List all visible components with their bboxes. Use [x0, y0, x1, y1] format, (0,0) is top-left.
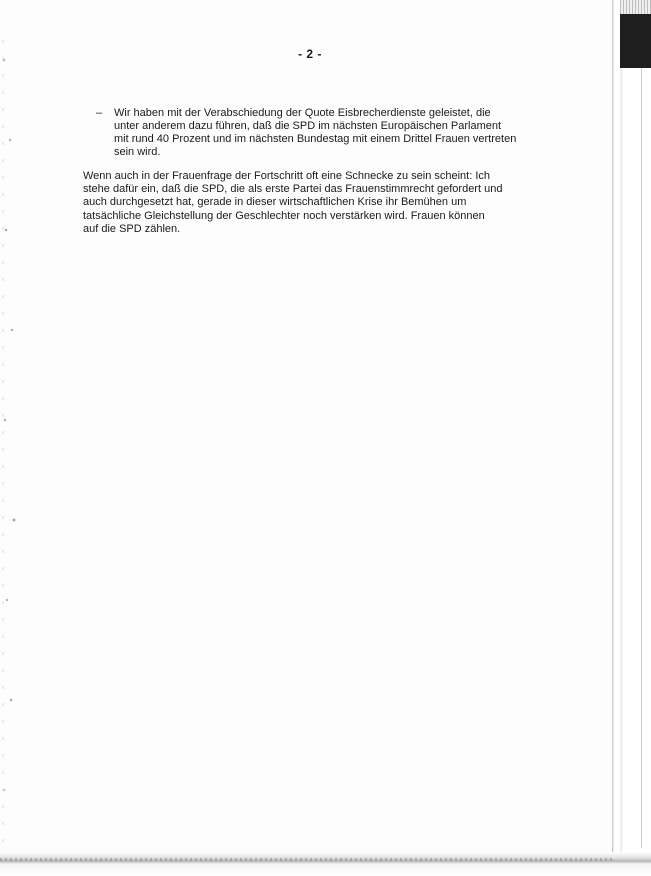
paragraph-line: auch durchgesetzt hat, gerade in dieser wirtschaftlichen Krise ihr Bemühen um [83, 196, 467, 209]
scan-edge-line-inner [641, 68, 642, 848]
bullet-marker: – [96, 107, 103, 119]
paragraph-line: Wenn auch in der Frauenfrage der Fortschritt oft eine Schnecke zu sein scheint: Ich [83, 170, 491, 182]
bullet-line: sein wird. [114, 146, 161, 158]
scan-edge-right [612, 0, 651, 876]
paragraph-line: stehe dafür ein, daß die SPD, die als erste Partei das Frauenstimmrecht gefordert und [83, 183, 503, 196]
scan-edge-bottom [0, 852, 651, 876]
bullet-line: unter anderem dazu führen, daß die SPD im nächsten Europäischen Parlament [114, 120, 502, 132]
bullet-text [114, 107, 526, 159]
scan-noise-strip [2, 40, 4, 860]
scan-edge-dark-block [620, 14, 651, 68]
bullet-line: mit rund 40 Prozent und im nächsten Bundestag mit einem Drittel Frauen vertreten [114, 133, 517, 145]
scan-edge-bottom-dots [0, 858, 612, 861]
page-number: - 2 - [298, 47, 322, 61]
bullet-line: Wir haben mit der Verabschiedung der Quote Eisbrecherdienste geleistet, die [114, 107, 491, 119]
scan-edge-gray [620, 0, 651, 14]
paragraph-line: auf die SPD zählen. [83, 222, 181, 235]
scan-edge-line [612, 0, 613, 876]
body-paragraph [83, 170, 533, 236]
paragraph-line: tatsächliche Gleichstellung der Geschlechter noch verstärken wird. Frauen können [83, 209, 485, 222]
